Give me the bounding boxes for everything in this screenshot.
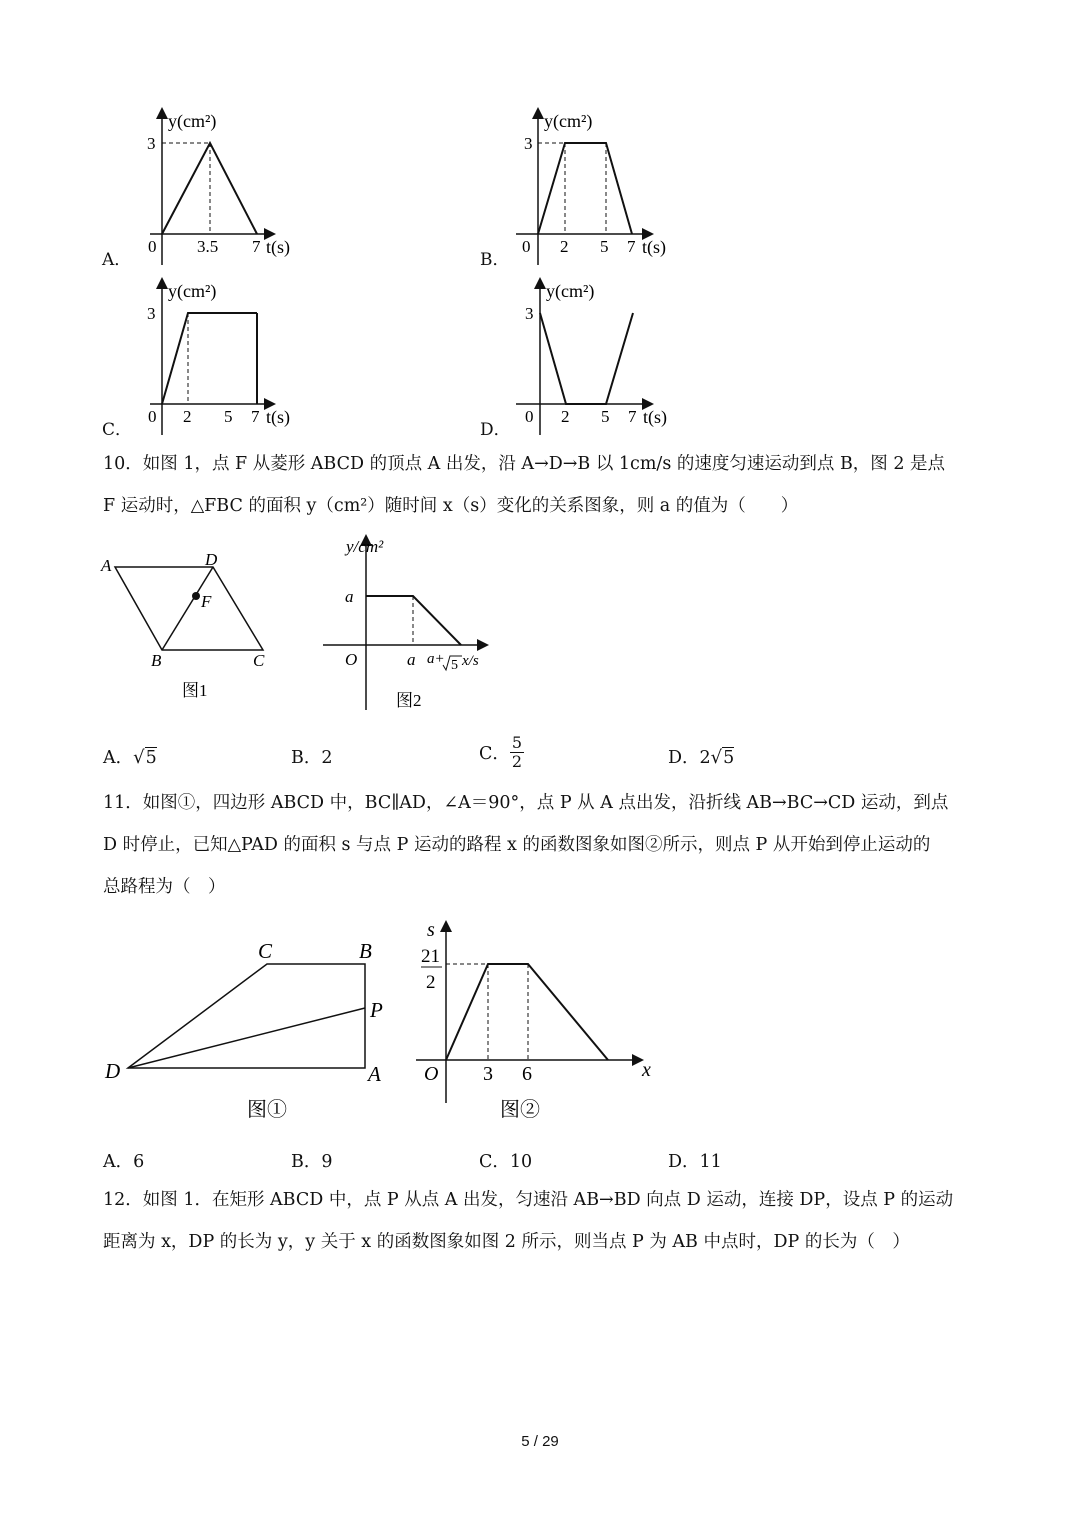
x-tick-root5: 5 — [451, 658, 458, 673]
x-label: t(s) — [266, 237, 290, 257]
option-value: 2 — [321, 748, 333, 768]
q10-text — [103, 443, 983, 527]
q11-option-a[interactable]: A．6 — [103, 1152, 145, 1172]
segment-dp — [128, 1008, 365, 1068]
x-label: x — [642, 1059, 651, 1081]
q12-line1: 12．如图 1．在矩形 ABCD 中，点 P 从点 A 出发，匀速沿 AB→BD 向点 D 运动，连接 DP，设点 P 的运动 — [103, 1190, 954, 1210]
x-label: t(s) — [643, 407, 667, 427]
option-letter: D． — [668, 748, 700, 768]
y-tick-num: 21 — [421, 946, 440, 967]
denominator: 2 — [511, 752, 523, 771]
q12-line2: 距离为 x，DP 的长为 y，y 关于 x 的函数图象如图 2 所示，则当点 P 为 AB 中点时，DP 的长为（ ） — [103, 1232, 910, 1252]
graph-line — [538, 143, 632, 234]
x-label: t(s) — [266, 407, 290, 427]
y-tick: 3 — [525, 304, 534, 323]
x-tick: 5 — [600, 237, 609, 256]
origin: 0 — [522, 237, 531, 256]
graph-line — [540, 313, 633, 404]
label-c: C — [253, 651, 265, 670]
origin: 0 — [148, 237, 157, 256]
x-tick: 7 — [251, 407, 260, 426]
x-tick: 7 — [252, 237, 261, 256]
x-tick: 5 — [601, 407, 610, 426]
fraction — [510, 734, 524, 771]
radicand: 5 — [723, 748, 735, 768]
q10-option-b[interactable] — [291, 744, 333, 769]
q11-figure-1 — [100, 935, 400, 1125]
label-f: F — [201, 592, 212, 611]
q11-line3: 总路程为（ ） — [103, 877, 226, 897]
x-tick: 5 — [224, 407, 233, 426]
y-label: y(cm²) — [544, 111, 593, 131]
origin: 0 — [148, 407, 157, 426]
q9-graph-c — [100, 275, 320, 440]
y-tick-a: a — [345, 587, 354, 606]
q10-figure-2 — [318, 532, 508, 717]
y-tick-den: 2 — [426, 972, 436, 993]
label-b: B — [359, 939, 372, 963]
q11-option-d[interactable]: D．11 — [668, 1152, 722, 1172]
q11-line2: D 时停止，已知△PAD 的面积 s 与点 P 运动的路程 x 的函数图象如图②所示，则点 P 从开始到停止运动的 — [103, 835, 931, 855]
y-tick: 3 — [147, 304, 156, 323]
label-d: D — [105, 1059, 121, 1083]
numerator: 5 — [511, 733, 523, 752]
fig1-caption: 图1 — [182, 681, 208, 700]
y-tick: 3 — [147, 134, 156, 153]
x-tick: 7 — [627, 237, 636, 256]
q10-line1: 10．如图 1，点 F 从菱形 ABCD 的顶点 A 出发，沿 A→D→B 以 1cm/s 的速度匀速运动到点 B，图 2 是点 — [103, 454, 946, 474]
label-a: A — [368, 1062, 381, 1086]
q11-text — [103, 782, 983, 908]
option-letter: A． — [103, 748, 134, 768]
x-tick-a-plus-root5: a+ — [427, 651, 445, 667]
fig2-caption: 图2 — [396, 691, 422, 710]
option-letter: C． — [102, 420, 133, 440]
x-tick: 7 — [628, 407, 637, 426]
option-letter: D． — [480, 420, 511, 440]
q10-figure-1 — [95, 545, 295, 710]
coefficient: 2 — [699, 748, 711, 768]
graph-line — [446, 964, 608, 1060]
q11-option-c[interactable]: C．10 — [479, 1152, 533, 1172]
q9-graph-b — [478, 105, 698, 270]
q9-graph-d — [478, 275, 698, 440]
q9-option-c[interactable] — [100, 275, 320, 440]
page-number: 5 / 29 — [521, 1433, 559, 1450]
origin: 0 — [525, 407, 534, 426]
y-label: y(cm²) — [168, 111, 217, 131]
x-tick: 2 — [183, 407, 192, 426]
radicand: 5 — [145, 748, 157, 768]
rhombus — [115, 567, 263, 650]
x-label: t(s) — [642, 237, 666, 257]
label-p: P — [370, 998, 383, 1022]
label-a: A — [101, 556, 112, 575]
point-f — [192, 592, 200, 600]
x-tick: 3 — [483, 1063, 493, 1085]
option-letter: B． — [291, 748, 322, 768]
option-letter: A． — [102, 250, 132, 270]
q10-option-a[interactable]: A．√5 — [103, 747, 157, 768]
q12-text — [103, 1179, 983, 1263]
q10-line2: F 运动时，△FBC 的面积 y（cm²）随时间 x（s）变化的关系图象，则 a 的值为（ ） — [103, 496, 799, 516]
y-tick: 3 — [524, 134, 533, 153]
fig1-caption: 图① — [247, 1099, 287, 1121]
q11-line1: 11．如图①，四边形 ABCD 中，BC∥AD，∠A＝90°，点 P 从 A 点出发，沿折线 AB→BC→CD 运动，到点 — [103, 793, 949, 813]
origin: O — [345, 650, 358, 669]
x-tick: 3.5 — [197, 237, 219, 256]
q11-figure-2 — [410, 918, 660, 1128]
y-label: y(cm²) — [168, 281, 217, 301]
q9-graph-a — [100, 105, 320, 270]
x-tick-a: a — [407, 650, 416, 669]
x-tick: 2 — [560, 237, 569, 256]
y-label: y(cm²) — [546, 281, 595, 301]
q10-option-d[interactable]: D．2√5 — [668, 747, 735, 768]
label-c: C — [258, 939, 273, 963]
y-label: y/cm² — [346, 537, 384, 556]
x-tick: 2 — [561, 407, 570, 426]
option-letter: C． — [479, 744, 510, 764]
y-label: s — [427, 919, 435, 941]
graph-line — [162, 313, 257, 404]
q9-option-d[interactable] — [478, 275, 698, 440]
x-label: x/s — [462, 653, 479, 669]
q9-option-a[interactable] — [100, 105, 320, 270]
q9-option-b[interactable] — [478, 105, 698, 270]
quadrilateral — [128, 964, 365, 1068]
x-tick: 6 — [522, 1063, 532, 1085]
option-letter: B． — [480, 250, 510, 270]
label-b: B — [151, 651, 162, 670]
q10-option-c[interactable] — [479, 734, 524, 771]
q11-option-b[interactable]: B．9 — [291, 1152, 333, 1172]
label-d: D — [205, 550, 218, 569]
origin: O — [424, 1063, 439, 1085]
fig2-caption: 图② — [500, 1099, 540, 1121]
